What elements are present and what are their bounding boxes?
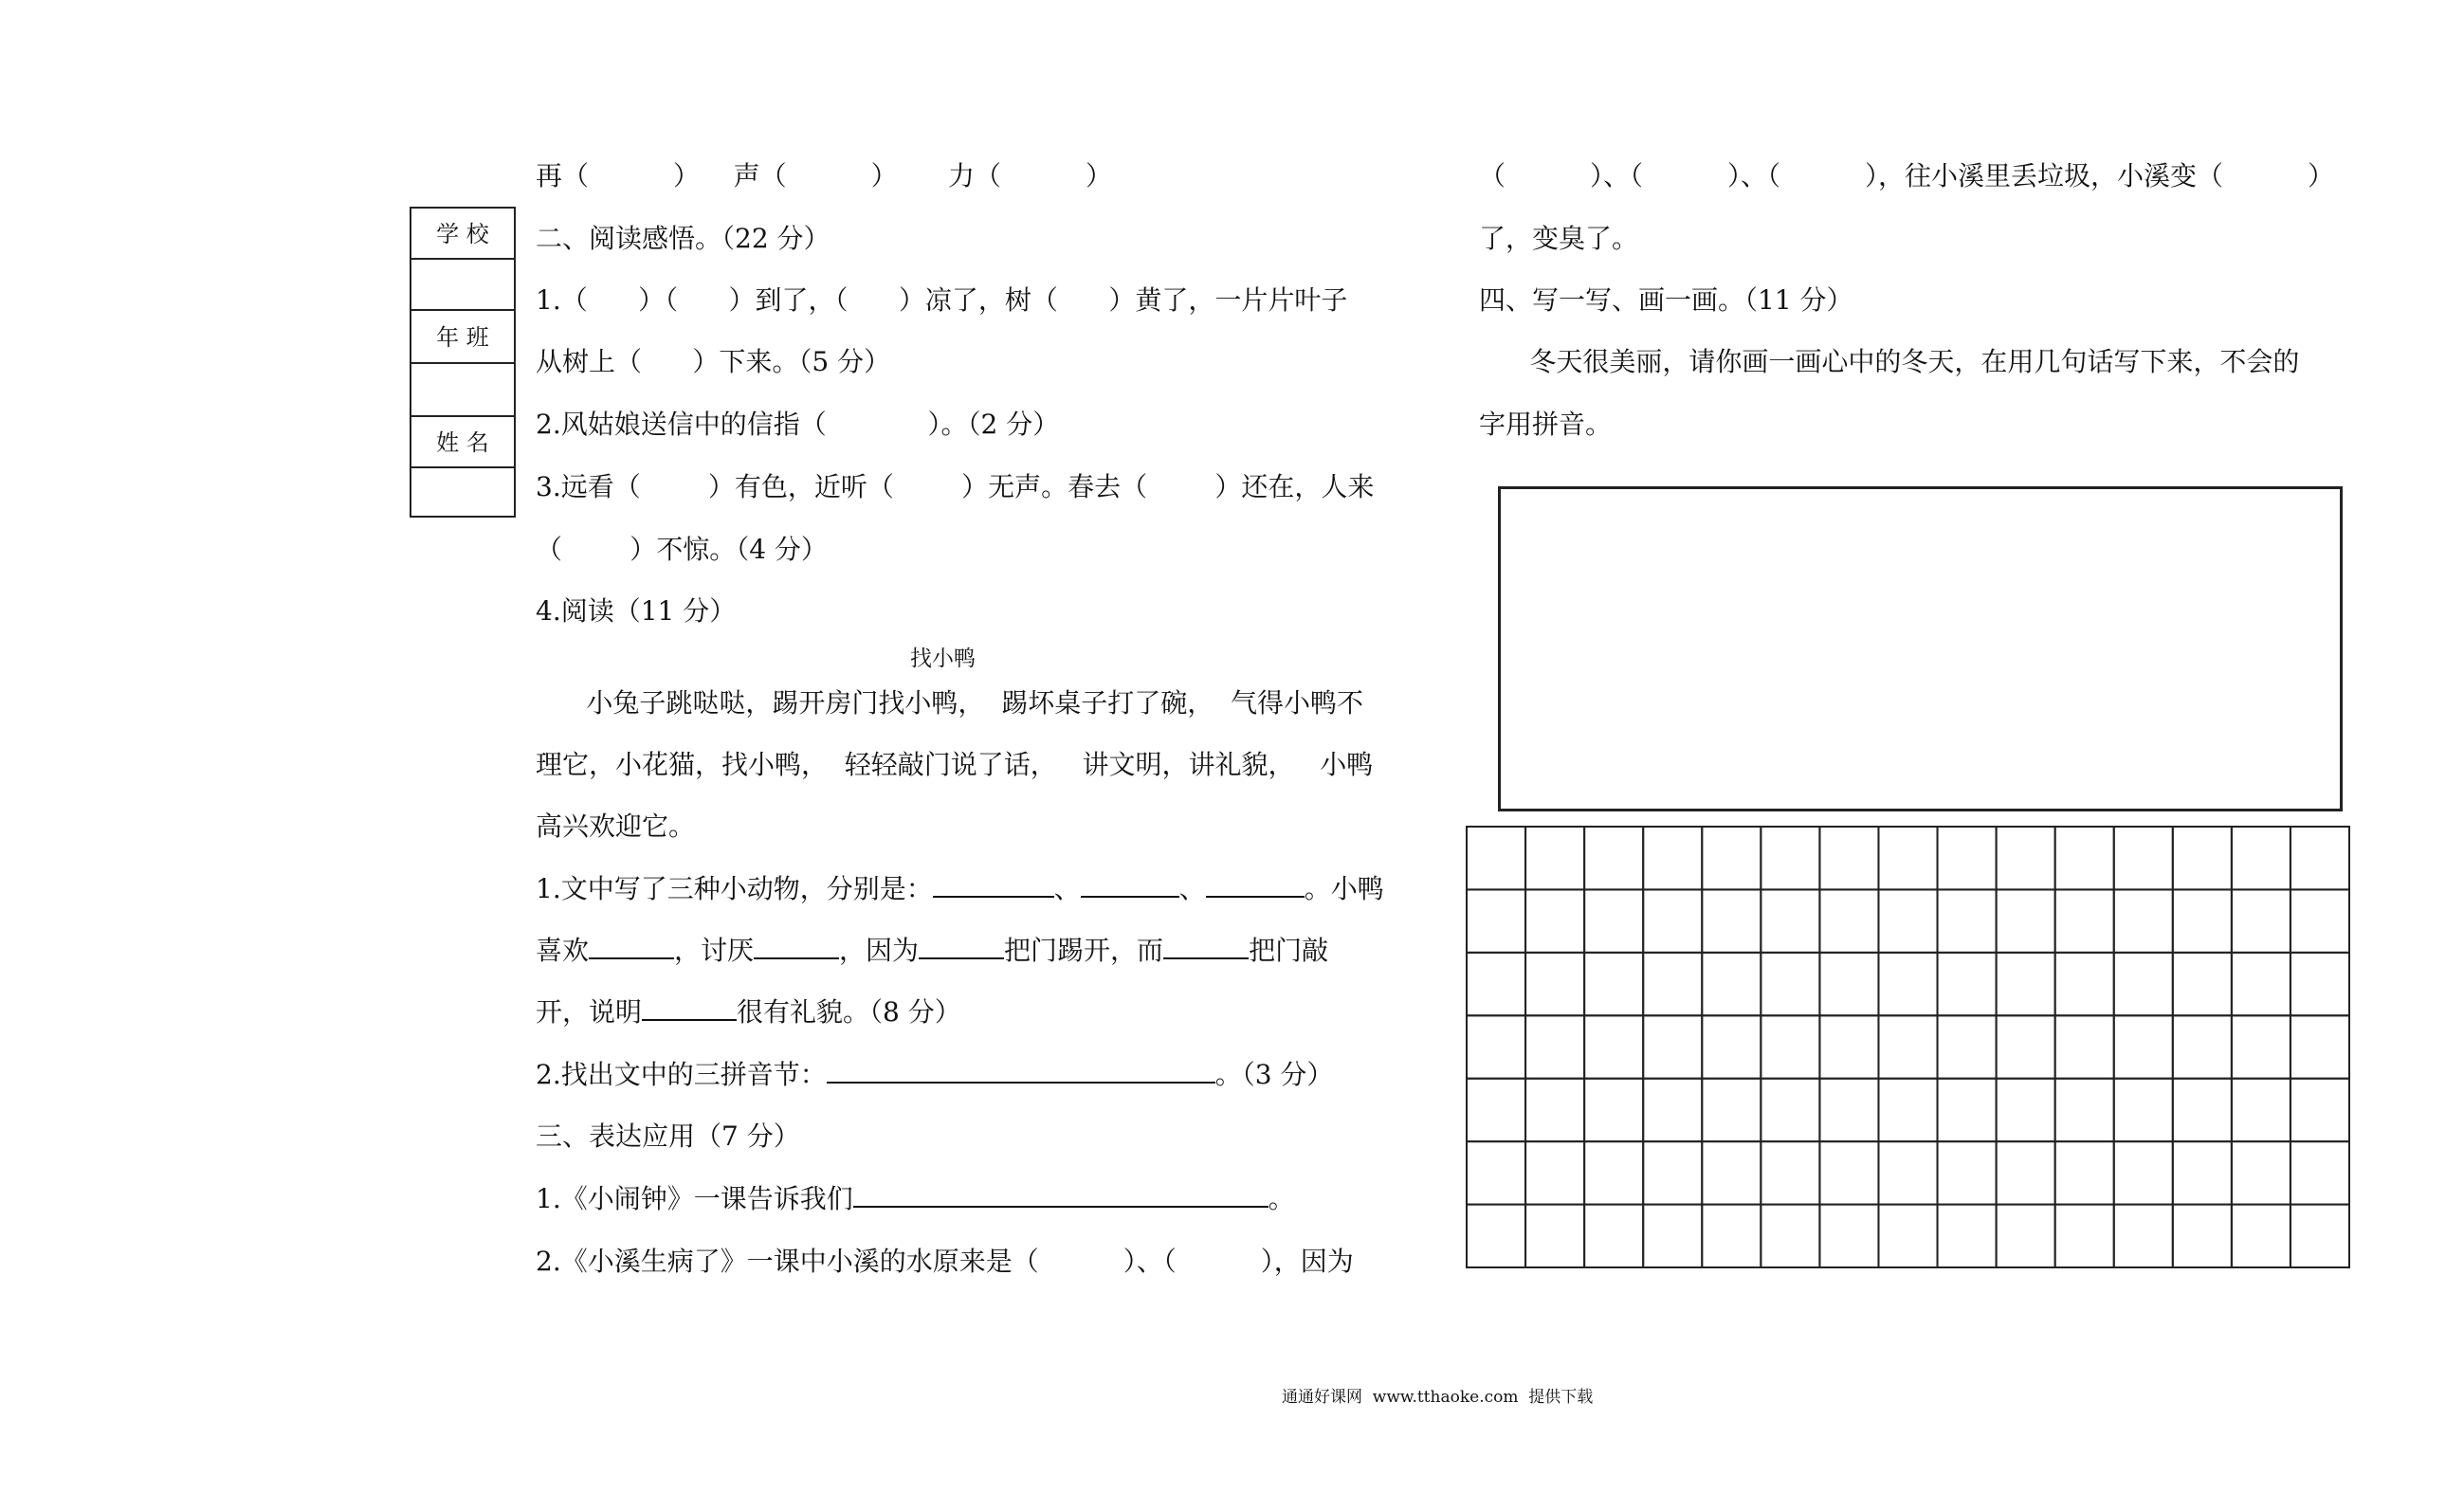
grid-cell[interactable] (1584, 889, 1643, 952)
grid-cell[interactable] (1997, 953, 2055, 1015)
grid-cell[interactable] (2173, 1205, 2232, 1267)
grid-cell[interactable] (1643, 1141, 1702, 1204)
grid-cell[interactable] (1997, 889, 2055, 952)
grid-cell[interactable] (2114, 827, 2173, 889)
right-continuation-line-1: （ ）、（ ）、（ ），往小溪里丢垃圾，小溪变（ ） (1479, 160, 2335, 191)
grid-cell[interactable] (1878, 1205, 1937, 1267)
question-2: 2.风姑娘送信中的信指（ ）。（2 分） (536, 409, 1060, 440)
grid-cell[interactable] (2173, 953, 2232, 1015)
grid-cell[interactable] (1819, 889, 1878, 952)
grid-cell[interactable] (1878, 889, 1937, 952)
grid-cell[interactable] (1643, 1015, 1702, 1078)
grid-cell[interactable] (1584, 1141, 1643, 1204)
grid-cell[interactable] (1938, 1205, 1997, 1267)
grid-cell[interactable] (1761, 1205, 1819, 1267)
grid-cell[interactable] (1525, 1079, 1584, 1141)
grid-cell[interactable] (1702, 1141, 1761, 1204)
grid-cell[interactable] (1819, 1205, 1878, 1267)
grid-cell[interactable] (1997, 1141, 2055, 1204)
grid-cell[interactable] (2114, 953, 2173, 1015)
grid-cell[interactable] (1997, 827, 2055, 889)
knock-door-label: 把门敲 (1249, 935, 1329, 966)
char-fill-line: 再（ ） 声（ ） 力（ ） (536, 160, 1113, 191)
grid-cell[interactable] (2114, 1205, 2173, 1267)
story-paragraph-line-2: 理它，小花猫，找小鸭， 轻轻敲门说了话， 讲文明，讲礼貌， 小鸭 (536, 749, 1374, 780)
grid-cell[interactable] (2055, 1079, 2114, 1141)
grid-cell[interactable] (2291, 889, 2349, 952)
student-info-box (410, 207, 516, 518)
reading-q2-prompt: 2.找出文中的三拼音节： (536, 1059, 827, 1090)
section-4-instruction-line-2: 字用拼音。 (1479, 409, 1613, 440)
grid-cell[interactable] (1819, 1141, 1878, 1204)
writing-grid[interactable] (1466, 826, 2350, 1268)
grid-cell[interactable] (2232, 1015, 2291, 1078)
story-title: 找小鸭 (910, 647, 976, 671)
answer-blank[interactable] (933, 873, 1054, 898)
grid-cell[interactable] (1467, 1079, 1525, 1141)
grid-cell[interactable] (1467, 889, 1525, 952)
reading-question-1-line-2 (536, 932, 1328, 970)
grid-cell[interactable] (1702, 1015, 1761, 1078)
question-1-line-2: 从树上（ ）下来。（5 分） (536, 346, 891, 377)
grid-cell[interactable] (2232, 1079, 2291, 1141)
grid-cell[interactable] (2114, 1015, 2173, 1078)
grid-cell[interactable] (2291, 1205, 2349, 1267)
grid-cell[interactable] (1584, 953, 1643, 1015)
grid-cell[interactable] (1643, 1205, 1702, 1267)
answer-blank[interactable] (754, 935, 839, 959)
reading-question-1-line-3 (536, 993, 961, 1031)
grid-cell[interactable] (1761, 889, 1819, 952)
grid-cell[interactable] (2232, 1205, 2291, 1267)
class-label: 年 班 (411, 311, 514, 364)
separator: 、 (1053, 873, 1081, 904)
grid-cell[interactable] (1525, 953, 1584, 1015)
answer-blank[interactable] (1163, 935, 1249, 959)
grid-cell[interactable] (1938, 827, 1997, 889)
reading-question-2 (536, 1056, 1333, 1094)
grid-cell[interactable] (1467, 953, 1525, 1015)
drawing-area[interactable] (1498, 486, 2343, 811)
grid-cell[interactable] (1467, 1205, 1525, 1267)
grid-cell[interactable] (2173, 1079, 2232, 1141)
question-3-line-1: 3.远看（ ）有色，近听（ ）无声。春去（ ）还在，人来 (536, 471, 1375, 502)
grid-cell[interactable] (1761, 1141, 1819, 1204)
grid-cell[interactable] (2114, 1079, 2173, 1141)
grid-cell[interactable] (2173, 1141, 2232, 1204)
grid-cell[interactable] (1819, 827, 1878, 889)
grid-cell[interactable] (1819, 953, 1878, 1015)
question-3-line-2: （ ）不惊。（4 分） (536, 534, 828, 565)
grid-cell[interactable] (1467, 1141, 1525, 1204)
grid-cell[interactable] (1584, 827, 1643, 889)
grid-cell[interactable] (1702, 827, 1761, 889)
grid-cell[interactable] (1584, 1205, 1643, 1267)
grid-cell[interactable] (2291, 1141, 2349, 1204)
grid-cell[interactable] (1702, 889, 1761, 952)
answer-blank[interactable] (589, 935, 674, 959)
grid-cell[interactable] (1467, 827, 1525, 889)
grid-cell[interactable] (1525, 1141, 1584, 1204)
section-2-title: 二、阅读感悟。（22 分） (536, 223, 830, 254)
expression-question-1 (536, 1180, 1295, 1218)
grid-cell[interactable] (2055, 1205, 2114, 1267)
grid-cell[interactable] (2291, 827, 2349, 889)
story-paragraph-line-1: 小兔子跳哒哒，踢开房门找小鸭， 踢坏桌子打了碗， 气得小鸭不 (536, 687, 1364, 719)
grid-cell[interactable] (1997, 1015, 2055, 1078)
name-field[interactable] (411, 468, 514, 518)
grid-cell[interactable] (2291, 1015, 2349, 1078)
grid-cell[interactable] (2232, 1141, 2291, 1204)
grid-cell[interactable] (2055, 1015, 2114, 1078)
grid-cell[interactable] (1702, 953, 1761, 1015)
grid-cell[interactable] (1819, 1015, 1878, 1078)
grid-cell[interactable] (1938, 1141, 1997, 1204)
question-4: 4.阅读（11 分） (536, 595, 737, 627)
expression-question-2: 2.《小溪生病了》一课中小溪的水原来是（ ）、（ ），因为 (536, 1246, 1354, 1277)
writing-grid-lines (1466, 826, 2350, 1268)
grid-cell[interactable] (2114, 1141, 2173, 1204)
section-4-title: 四、写一写、画一画。（11 分） (1479, 284, 1853, 316)
grid-cell[interactable] (2114, 889, 2173, 952)
grid-cell[interactable] (1643, 889, 1702, 952)
grid-cell[interactable] (1878, 1015, 1937, 1078)
grid-cell[interactable] (1938, 1079, 1997, 1141)
footer-credit: 通通好课网 www.tthaoke.com 提供下载 (1282, 1388, 1594, 1407)
grid-cell[interactable] (1584, 1079, 1643, 1141)
answer-blank[interactable] (1081, 873, 1179, 898)
right-continuation-line-2: 了，变臭了。 (1479, 223, 1639, 254)
name-label: 姓 名 (411, 417, 514, 468)
grid-cell[interactable] (1584, 1015, 1643, 1078)
answer-blank[interactable] (1206, 873, 1305, 898)
answer-blank[interactable] (853, 1183, 1269, 1208)
expression-q1-prompt: 1.《小闹钟》一课告诉我们 (536, 1183, 853, 1214)
school-field[interactable] (411, 260, 514, 311)
grid-cell[interactable] (1878, 953, 1937, 1015)
grid-cell[interactable] (2055, 953, 2114, 1015)
grid-cell[interactable] (1467, 1015, 1525, 1078)
grid-cell[interactable] (1761, 827, 1819, 889)
question-1-line-1: 1.（ ）（ ）到了，（ ）凉了，树（ ）黄了，一片片叶子 (536, 284, 1348, 316)
grid-cell[interactable] (1761, 953, 1819, 1015)
grid-cell[interactable] (1878, 1079, 1937, 1141)
grid-cell[interactable] (2173, 827, 2232, 889)
answer-blank[interactable] (642, 996, 737, 1021)
grid-cell[interactable] (1997, 1205, 2055, 1267)
grid-cell[interactable] (1819, 1079, 1878, 1141)
dislike-label: ，讨厌 (674, 935, 755, 966)
reading-q2-score: 。（3 分） (1214, 1059, 1334, 1090)
story-paragraph-line-3: 高兴欢迎它。 (536, 811, 696, 842)
grid-cell[interactable] (2232, 827, 2291, 889)
period: 。 (1268, 1183, 1295, 1214)
grid-cell[interactable] (1938, 889, 1997, 952)
kick-door-label: 把门踢开，而 (1004, 935, 1164, 966)
explain-label: 开，说明 (536, 996, 643, 1028)
because-label: ，因为 (839, 935, 920, 966)
separator: 、 (1178, 873, 1206, 904)
grid-cell[interactable] (1761, 1079, 1819, 1141)
grid-cell[interactable] (1525, 827, 1584, 889)
reading-question-1-line-1 (536, 870, 1384, 908)
grid-cell[interactable] (1643, 827, 1702, 889)
grid-cell[interactable] (2232, 953, 2291, 1015)
grid-cell[interactable] (1878, 827, 1937, 889)
grid-cell[interactable] (1761, 1015, 1819, 1078)
grid-cell[interactable] (2055, 889, 2114, 952)
polite-label: 很有礼貌。（8 分） (737, 996, 961, 1028)
section-4-instruction-line-1: 冬天很美丽，请你画一画心中的冬天，在用几句话写下来，不会的 (1479, 346, 2300, 377)
grid-cell[interactable] (1643, 953, 1702, 1015)
grid-cell[interactable] (2232, 889, 2291, 952)
grid-cell[interactable] (1938, 1015, 1997, 1078)
answer-blank[interactable] (919, 935, 1004, 959)
grid-cell[interactable] (1938, 953, 1997, 1015)
grid-cell[interactable] (2291, 953, 2349, 1015)
grid-cell[interactable] (1525, 889, 1584, 952)
grid-cell[interactable] (1702, 1079, 1761, 1141)
grid-cell[interactable] (2055, 827, 2114, 889)
grid-cell[interactable] (1525, 1015, 1584, 1078)
reading-q1-prompt: 1.文中写了三种小动物，分别是： (536, 873, 933, 904)
grid-cell[interactable] (1525, 1205, 1584, 1267)
grid-cell[interactable] (1643, 1079, 1702, 1141)
grid-cell[interactable] (2291, 1079, 2349, 1141)
grid-cell[interactable] (1702, 1205, 1761, 1267)
answer-blank[interactable] (827, 1059, 1215, 1084)
class-field[interactable] (411, 364, 514, 417)
grid-cell[interactable] (2055, 1141, 2114, 1204)
grid-cell[interactable] (2173, 1015, 2232, 1078)
like-label: 喜欢 (536, 935, 590, 966)
school-label: 学 校 (411, 209, 514, 260)
section-3-title: 三、表达应用（7 分） (536, 1120, 800, 1152)
grid-cell[interactable] (1878, 1141, 1937, 1204)
grid-cell[interactable] (1997, 1079, 2055, 1141)
reading-q1-continuation: 。小鸭 (1304, 873, 1384, 904)
grid-cell[interactable] (2173, 889, 2232, 952)
